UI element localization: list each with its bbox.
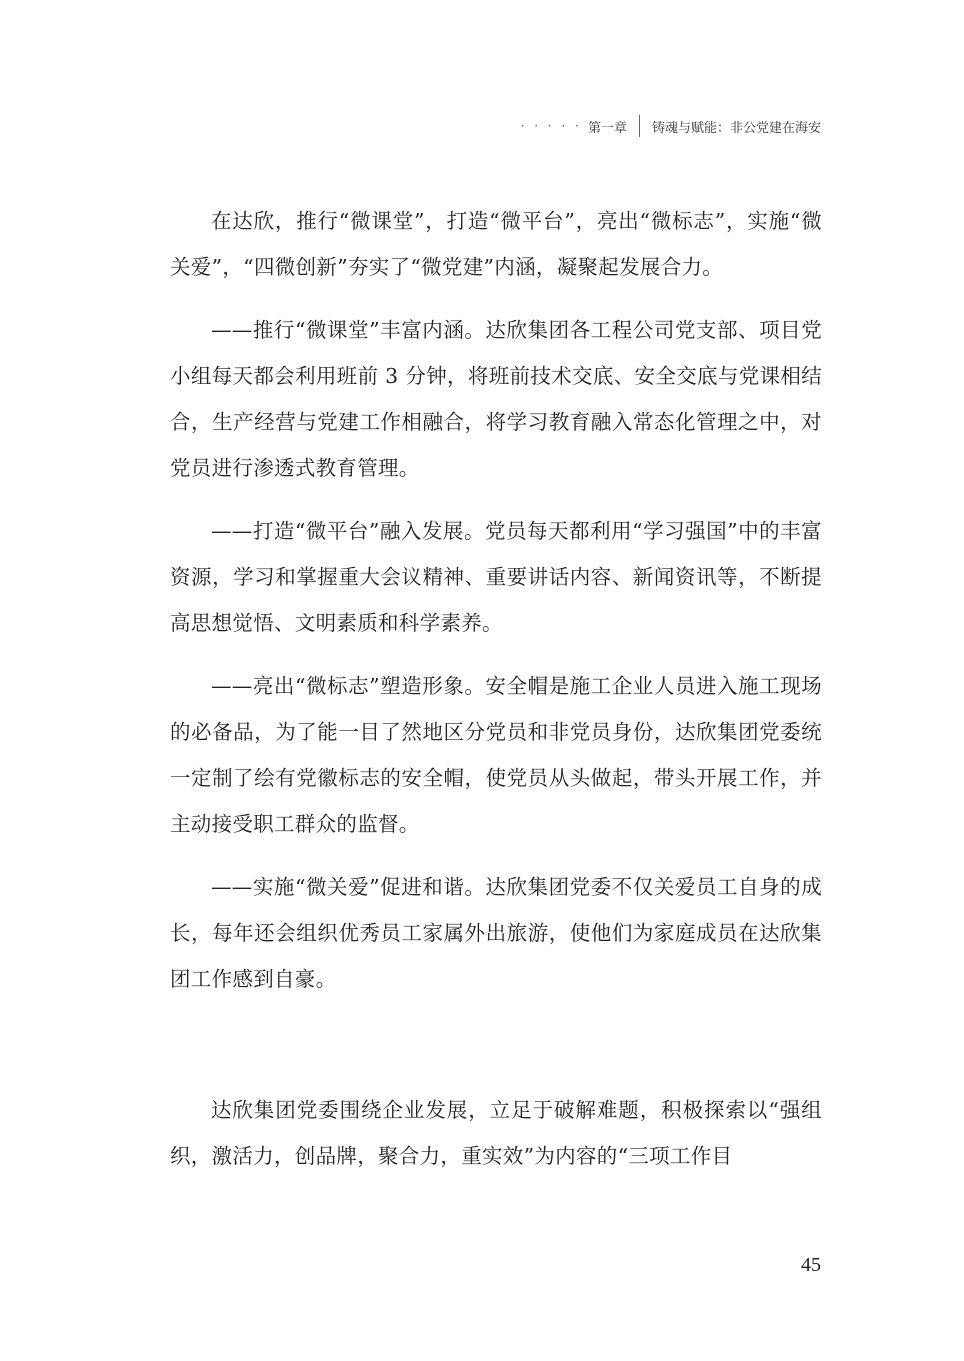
header-title: 铸魂与赋能：非公党建在海安 xyxy=(651,120,821,136)
paragraph-micro-platform: ——打造“微平台”融入发展。党员每天都利用“学习强国”中的丰富资源，学习和掌握重大会议精神、重要讲话内容、新闻资讯等，不断提高思想觉悟、文明素质和科学素养。 xyxy=(170,519,822,635)
running-header xyxy=(521,114,821,138)
paragraph-micro-care: ——实施“微关爱”促进和谐。达欣集团党委不仅关爱员工自身的成长，每年还会组织优秀员工家属外出旅游，使他们为家庭成员在达欣集团工作感到自豪。 xyxy=(170,875,822,991)
paragraph-party-committee: 达欣集团党委围绕企业发展，立足于破解难题，积极探索以“强组织，激活力，创品牌，聚合力，重实效”为内容的“三项工作目 xyxy=(170,1098,822,1168)
page-number: 45 xyxy=(801,1254,821,1276)
header-dots: · · · · · xyxy=(520,119,582,133)
header-chapter: 第一章 xyxy=(587,120,627,136)
paragraph-micro-classroom: ——推行“微课堂”丰富内涵。达欣集团各工程公司党支部、项目党小组每天都会利用班前 3 分钟，将班前技术交底、安全交底与党课相结合，生产经营与党建工作相融合，将学习教育融入常态化管理之中，对党员进行渗透式教育管理。 xyxy=(170,318,822,480)
paragraph-micro-symbol: ——亮出“微标志”塑造形象。安全帽是施工企业人员进入施工现场的必备品，为了能一目了然地区分党员和非党员身份，达欣集团党委统一定制了绘有党徽标志的安全帽，使党员从头做起，带头开展工作，并主动接受职工群众的监督。 xyxy=(170,674,822,836)
page-body xyxy=(170,198,822,1179)
paragraph-intro: 在达欣，推行“微课堂”，打造“微平台”，亮出“微标志”，实施“微关爱”，“四微创新”夯实了“微党建”内涵，凝聚起发展合力。 xyxy=(170,209,822,279)
header-divider xyxy=(639,115,640,137)
